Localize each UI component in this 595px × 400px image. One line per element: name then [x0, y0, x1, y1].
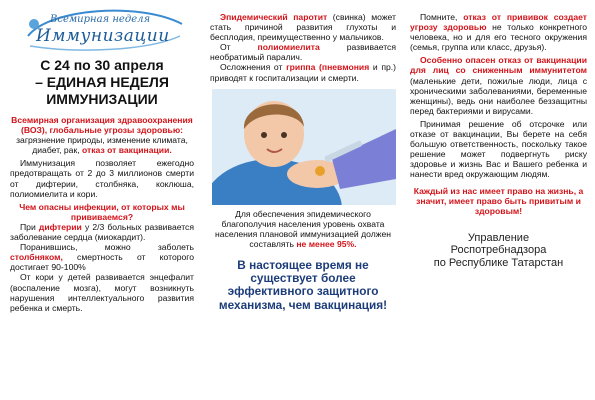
dates-heading: С 24 по 30 апреля	[40, 57, 164, 73]
org-line-3: по Республике Татарстан	[433, 256, 564, 269]
logo-line-2: Иммунизации	[36, 26, 170, 46]
title-line-1: – ЕДИНАЯ НЕДЕЛЯ	[35, 74, 169, 90]
left-column	[0, 0, 200, 400]
responsibility-paragraph: Принимая решение об отсрочке или отказе от вакцинации, Вы берете на себя большую ответственность, поскольку такое решение может подвергнуть риску здоровье и жизнь Вас и Вашего ребенка и нанести вред окружающим людям.	[410, 118, 587, 180]
org-line-1: Управление	[467, 231, 530, 244]
logo-line-1: Всемирная неделя	[50, 14, 151, 25]
coverage-caption: Для обеспечения эпидемического благополучия населения уровень охвата населения плановой иммунизацией должен составлять не менее 95%.	[215, 208, 391, 249]
organization-block	[410, 232, 587, 270]
immunization-week-logo	[20, 6, 190, 56]
org-line-2: Роспотребнадзора	[450, 244, 547, 257]
polio-paragraph: От полиомиелита развивается необратимый паралич.	[210, 42, 397, 63]
measles-paragraph: От кори у детей развивается энцефалит (воспаление мозга), могут возникнуть нарушения интеллектуального развития ребенка и смерть.	[10, 272, 194, 313]
who-heading: Всемирная организация здравоохранения (ВОЗ), глобальные угрозы здоровью:	[11, 115, 193, 136]
mumps-paragraph: Эпидемический паротит (свинка) может стать причиной развития глухоты и бесплодия, преимущественно у мальчиков.	[210, 12, 396, 43]
risk-groups-paragraph: Особенно опасен отказ от вакцинации для лиц со сниженным иммунитетом (маленькие дети, пожилые люди, лица с хроническими заболеваниями, беременные женщины), ведь они наиболее беззащитны перед бактериями и вирусами.	[410, 55, 587, 116]
middle-column	[200, 0, 402, 400]
child-vaccination-illustration-icon	[212, 89, 396, 205]
who-text: загрязнение природы, изменение климата, диабет, рак, отказ от вакцинации.	[16, 135, 188, 156]
diphtheria-paragraph: При дифтерии у 2/3 больных развивается заболевание сердца (миокардит).	[10, 221, 195, 243]
right-column	[402, 0, 595, 400]
vaccination-quote: В настоящее время не существует более эффективного защитного механизма, чем вакцинация!	[218, 258, 388, 312]
title-line-2: ИММУНИЗАЦИИ	[46, 91, 158, 107]
child-vaccination-photo	[212, 89, 396, 205]
refusal-paragraph: Помните, отказ от прививок создает угрозу здоровью не только конкретного человека, но и для его тесного окружения (семья, группа или класс, друзья).	[410, 12, 588, 53]
immunization-paragraph: Иммунизация позволяет ежегодно предотвращать от 2 до 3 миллионов смерти от дифтерии, столбняка, коклюша, полиомиелита и кори.	[10, 158, 194, 199]
infections-heading: Чем опасны инфекции, от которых мы прививаемся?	[19, 201, 185, 222]
flu-paragraph: Осложнения от гриппа (пневмония и пр.) приводят к госпитализации и смерти.	[210, 62, 397, 83]
tetanus-paragraph: Поранившись, можно заболеть столбняком, смертность от которого достигает 90-100%	[10, 242, 195, 273]
right-to-life-note: Каждый из нас имеет право на жизнь, а значит, имеет право быть привитым и здоровым!	[413, 185, 584, 216]
